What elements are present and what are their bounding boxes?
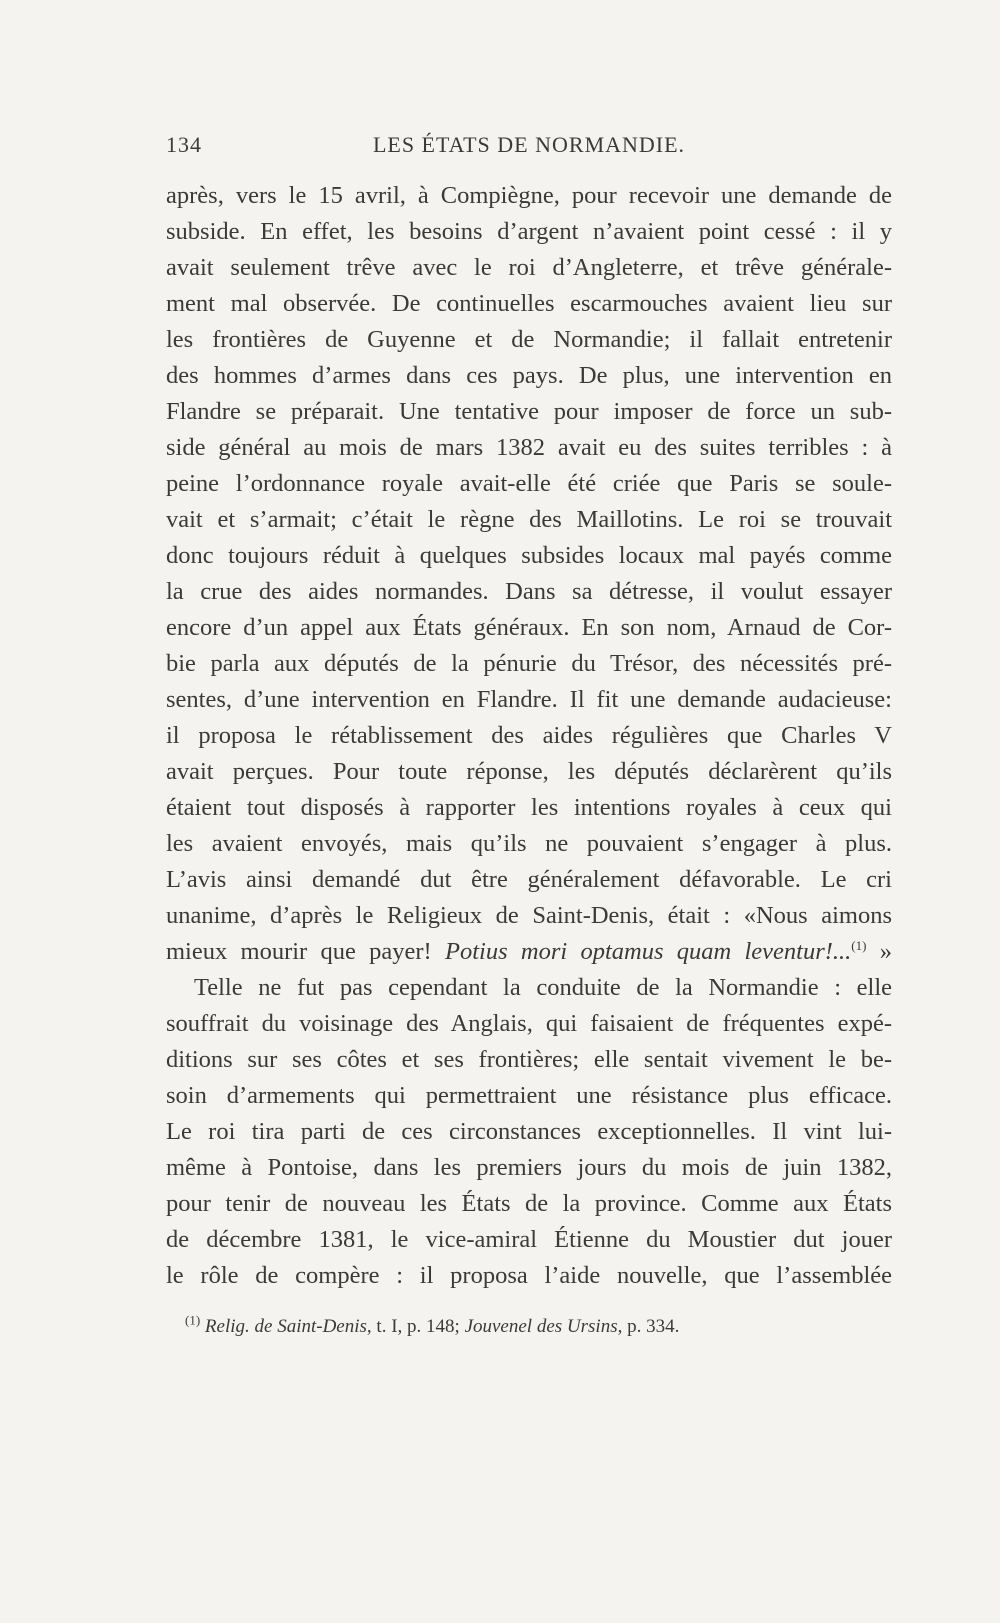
text-line: le rôle de compère : il proposa l’aide nouvelle, que l’assemblée [166,1262,892,1289]
text-line: subside. En effet, les besoins d’argent n’avaient point cessé : il y [166,218,892,245]
footnote [185,1314,885,1340]
text-line: même à Pontoise, dans les premiers jours du mois de juin 1382, [166,1154,892,1181]
text-line: la crue des aides normandes. Dans sa détresse, il voulut essayer [166,578,892,605]
text-line: Flandre se préparait. Une tentative pour imposer de force un sub- [166,398,892,425]
text-line: les frontières de Guyenne et de Normandie; il fallait entretenir [166,326,892,353]
text-line: les avaient envoyés, mais qu’ils ne pouvaient s’engager à plus. [166,830,892,857]
text-line: des hommes d’armes dans ces pays. De plus, une intervention en [166,362,892,389]
footnote-reference-text: , p. 334. [617,1316,680,1337]
text-line: vait et s’armait; c’était le règne des Maillotins. Le roi se trouvait [166,506,892,533]
text-line: soin d’armements qui permettraient une résistance plus efficace. [166,1082,892,1109]
text-line: il proposa le rétablissement des aides régulières que Charles V [166,722,892,749]
text-line: souffrait du voisinage des Anglais, qui faisaient de fréquentes expé- [166,1010,892,1037]
text-line: pour tenir de nouveau les États de la province. Comme aux États [166,1190,892,1217]
text-line: Le roi tira parti de ces circonstances exceptionnelles. Il vint lui- [166,1118,892,1145]
footnote-reference: (1) [851,937,867,953]
text-line: avait seulement trêve avec le roi d’Angleterre, et trêve générale- [166,254,892,281]
text-line: L’avis ainsi demandé dut être généralement défavorable. Le cri [166,866,892,893]
text-line: Telle ne fut pas cependant la conduite de la Normandie : elle [194,974,892,1001]
footnote-reference-text: , t. I, p. 148; [366,1316,465,1337]
page-number: 134 [166,132,202,157]
footnote-source: Relig. de Saint-Denis [204,1316,367,1337]
text-line: avait perçues. Pour toute réponse, les députés déclarèrent qu’ils [166,758,892,785]
running-title: LES ÉTATS DE NORMANDIE. [372,132,686,157]
latin-quote: Potius mori optamus quam leventur!... [444,938,852,965]
main-text [166,178,892,1294]
footnote-source: Jouvenel des Ursins [464,1316,618,1337]
text-line: unanime, d’après le Religieux de Saint-Denis, était : «Nous aimons [166,902,892,929]
text-line: sentes, d’une intervention en Flandre. Il fit une demande audacieuse: [166,686,892,713]
text-line: ment mal observée. De continuelles escarmouches avaient lieu sur [166,290,892,317]
text-line: donc toujours réduit à quelques subsides locaux mal payés comme [166,542,892,569]
text-line: bie parla aux députés de la pénurie du Trésor, des nécessités pré- [166,650,892,677]
page-header [166,132,892,164]
text-line: de décembre 1381, le vice-amiral Étienne du Moustier dut jouer [166,1226,892,1253]
text-line: peine l’ordonnance royale avait-elle été criée que Paris se soule- [166,470,892,497]
quote-close: » [866,938,892,965]
quote-line [166,934,892,970]
text-line: encore d’un appel aux États généraux. En son nom, Arnaud de Cor- [166,614,892,641]
footnote-marker: (1) [185,1312,201,1328]
text-line: ditions sur ses côtes et ses frontières; elle sentait vivement le be- [166,1046,892,1073]
text-line: side général au mois de mars 1382 avait eu des suites terribles : à [166,434,892,461]
text-line: après, vers le 15 avril, à Compiègne, pour recevoir une demande de [166,182,892,209]
quote-prefix: mieux mourir que payer! [166,938,445,965]
text-line: étaient tout disposés à rapporter les intentions royales à ceux qui [166,794,892,821]
